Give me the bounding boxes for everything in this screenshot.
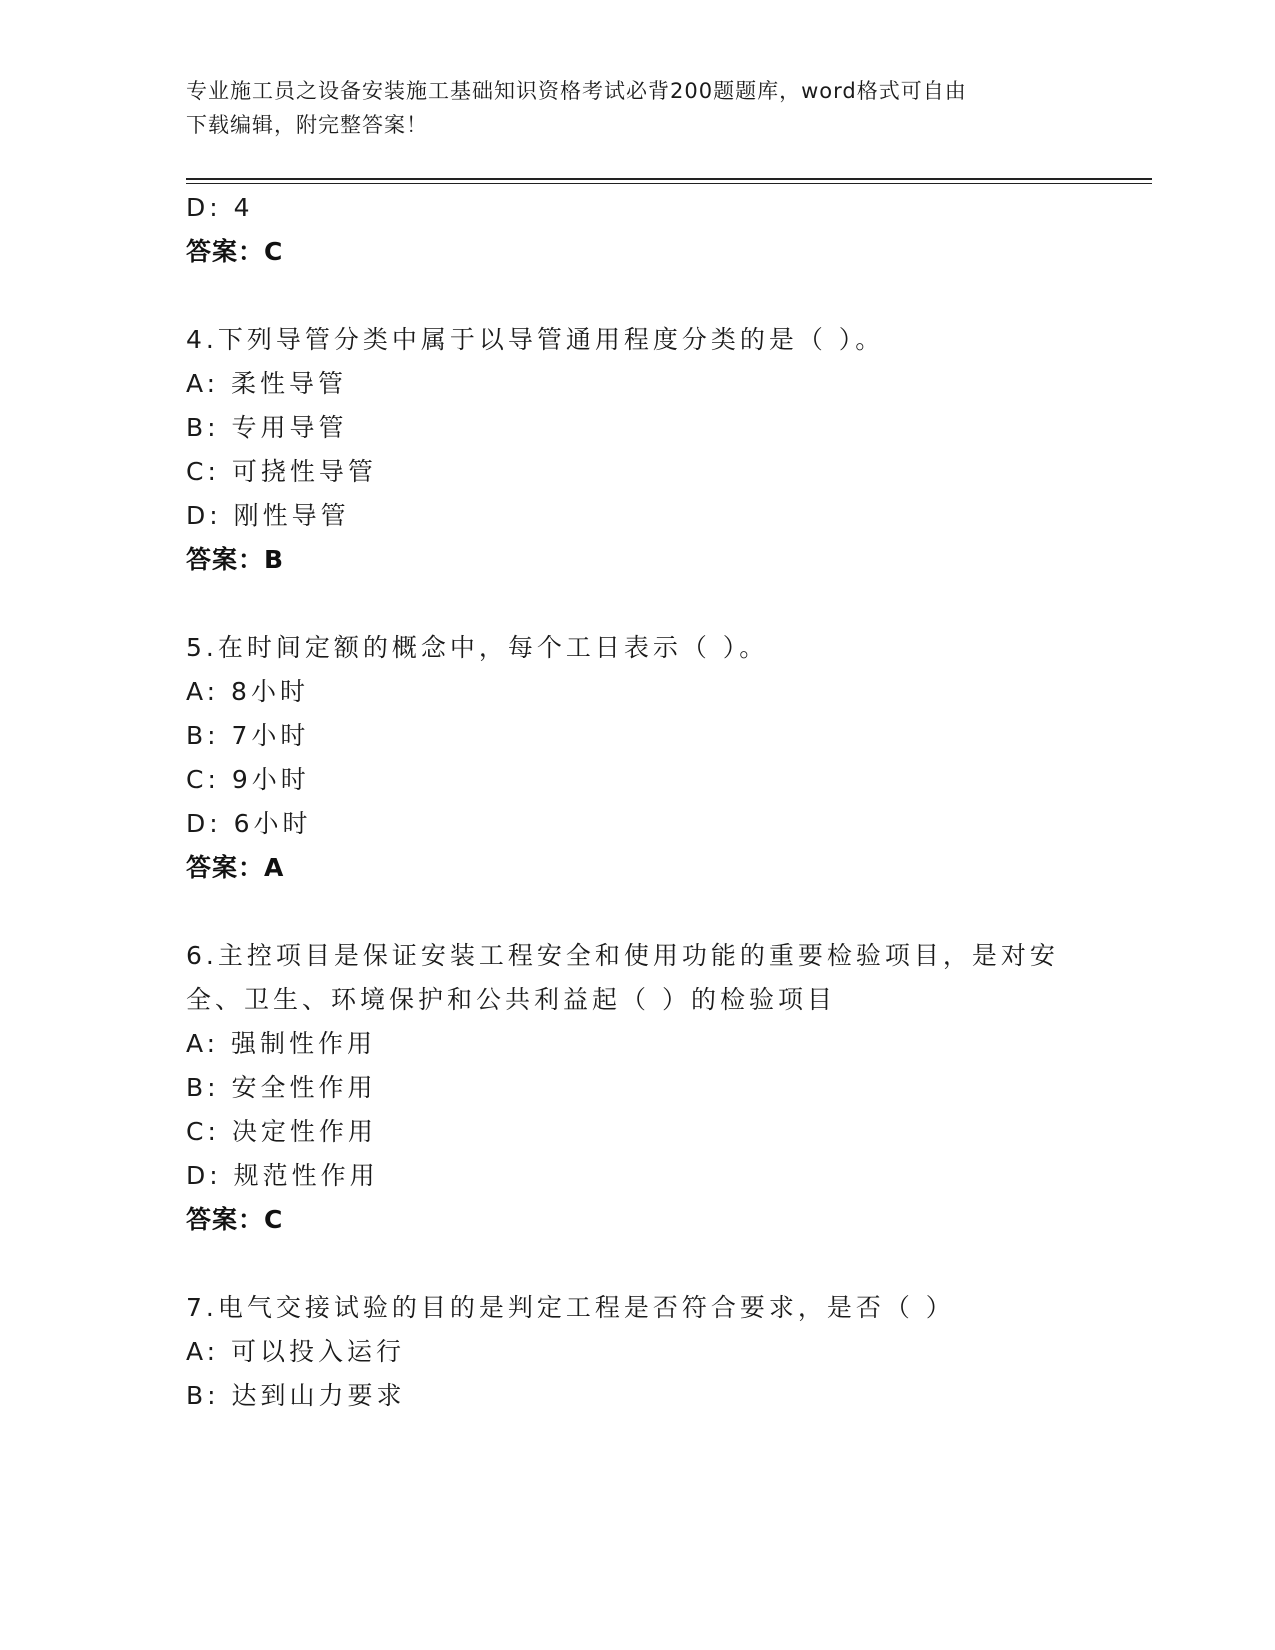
question-4-option-c: C: 可挠性导管 bbox=[186, 457, 377, 486]
question-4-option-a: A: 柔性导管 bbox=[186, 369, 348, 398]
question-6-option-c: C: 决定性作用 bbox=[186, 1117, 377, 1146]
question-4-option-b: B: 专用导管 bbox=[186, 413, 348, 442]
question-5-option-d: D: 6小时 bbox=[186, 809, 312, 838]
question-6-answer: 答案：C bbox=[186, 1205, 284, 1234]
question-5-option-c: C: 9小时 bbox=[186, 765, 310, 794]
question-7-stem: 7.电气交接试验的目的是判定工程是否符合要求，是否（ ） bbox=[186, 1293, 955, 1322]
question-7-option-a: A: 可以投入运行 bbox=[186, 1337, 406, 1366]
question-5-option-b: B: 7小时 bbox=[186, 721, 310, 750]
question-7-option-b: B: 达到山力要求 bbox=[186, 1381, 406, 1410]
question-5-answer: 答案：A bbox=[186, 853, 285, 882]
header-line-2: 下载编辑，附完整答案！ bbox=[186, 113, 428, 137]
question-6-stem-line-2: 全、卫生、环境保护和公共利益起（ ）的检验项目 bbox=[186, 985, 836, 1014]
question-4-option-d: D: 刚性导管 bbox=[186, 501, 350, 530]
header-divider bbox=[186, 178, 1152, 180]
prev-answer: 答案：C bbox=[186, 237, 284, 266]
question-5-stem: 5.在时间定额的概念中，每个工日表示（ ）。 bbox=[186, 633, 769, 662]
question-4-stem: 4.下列导管分类中属于以导管通用程度分类的是（ ）。 bbox=[186, 325, 885, 354]
header-line-1: 专业施工员之设备安装施工基础知识资格考试必背200题题库，word格式可自由 bbox=[186, 79, 967, 103]
question-6-option-a: A: 强制性作用 bbox=[186, 1029, 377, 1058]
question-4-answer: 答案：B bbox=[186, 545, 285, 574]
question-5-option-a: A: 8小时 bbox=[186, 677, 309, 706]
question-6-option-d: D: 规范性作用 bbox=[186, 1161, 379, 1190]
header-divider-thin bbox=[186, 183, 1152, 184]
page-header bbox=[186, 74, 1066, 142]
question-6-option-b: B: 安全性作用 bbox=[186, 1073, 377, 1102]
question-6-stem-line-1: 6.主控项目是保证安装工程安全和使用功能的重要检验项目，是对安 bbox=[186, 941, 1059, 970]
prev-option-d: D: 4 bbox=[186, 193, 254, 222]
